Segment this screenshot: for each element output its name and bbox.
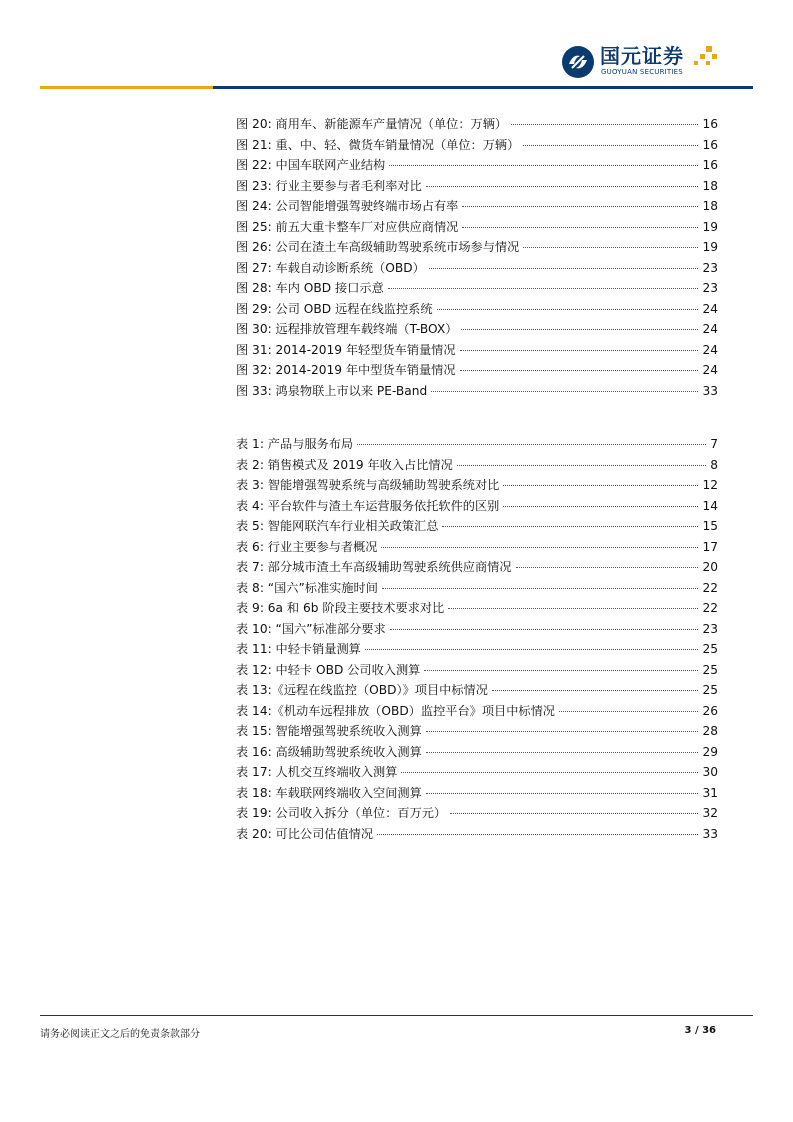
table-entry-page: 7 xyxy=(710,437,718,451)
dot-leader xyxy=(357,444,706,445)
dot-leader xyxy=(523,145,698,146)
table-entry-page: 25 xyxy=(702,642,718,656)
figure-entry[interactable] xyxy=(236,135,718,156)
table-entry-page: 15 xyxy=(702,519,718,533)
dot-leader xyxy=(401,772,698,773)
figure-entry[interactable] xyxy=(236,237,718,258)
figure-entry-label: 图 29: 公司 OBD 远程在线监控系统 xyxy=(236,301,433,316)
dot-leader xyxy=(426,793,699,794)
dot-leader xyxy=(559,711,699,712)
figure-entry[interactable] xyxy=(236,340,718,361)
dot-leader xyxy=(365,649,699,650)
figure-entry-page: 24 xyxy=(702,322,718,336)
table-entry[interactable] xyxy=(236,783,718,804)
table-entry-page: 29 xyxy=(702,744,718,759)
dot-leader xyxy=(382,588,699,589)
dot-leader xyxy=(424,670,698,671)
figure-entry[interactable] xyxy=(236,155,718,176)
table-entry-label: 表 11: 中轻卡销量测算 xyxy=(236,642,361,656)
table-entry-label: 表 13:《远程在线监控（OBD）》项目中标情况 xyxy=(236,683,488,697)
figure-entry-label: 图 24: 公司智能增强驾驶终端市场占有率 xyxy=(236,199,459,213)
figure-entry-label: 图 21: 重、中、轻、微货车销量情况（单位：万辆） xyxy=(236,137,520,152)
figure-entry-label: 图 27: 车载自动诊断系统（OBD） xyxy=(236,260,425,275)
figure-entry-page: 18 xyxy=(702,199,718,213)
dot-leader xyxy=(503,506,698,507)
figure-entry-page: 16 xyxy=(702,137,718,152)
figure-entry-label: 图 32: 2014-2019 年中型货车销量情况 xyxy=(236,363,456,377)
table-entry[interactable] xyxy=(236,455,718,476)
dot-leader xyxy=(460,370,699,371)
figure-entry[interactable] xyxy=(236,299,718,320)
figure-index xyxy=(236,114,718,401)
dot-leader xyxy=(462,227,698,228)
figure-entry[interactable] xyxy=(236,360,718,381)
figure-entry[interactable] xyxy=(236,278,718,299)
figure-entry[interactable] xyxy=(236,381,718,402)
table-entry[interactable] xyxy=(236,537,718,558)
figure-entry-page: 24 xyxy=(702,301,718,316)
table-entry-page: 32 xyxy=(702,806,718,820)
figure-entry[interactable] xyxy=(236,114,718,135)
figure-entry[interactable] xyxy=(236,319,718,340)
figure-entry-page: 23 xyxy=(702,281,718,295)
dot-leader xyxy=(492,690,699,691)
footer-rule xyxy=(40,1015,753,1016)
table-entry[interactable] xyxy=(236,824,718,845)
dot-leader xyxy=(462,206,698,207)
table-entry-page: 31 xyxy=(702,785,718,800)
dot-leader xyxy=(381,547,698,548)
figure-entry-page: 19 xyxy=(702,219,718,234)
figure-entry-page: 33 xyxy=(702,383,718,398)
figure-entry-page: 16 xyxy=(702,117,718,131)
figure-entry-label: 图 31: 2014-2019 年轻型货车销量情况 xyxy=(236,342,456,357)
figure-entry-page: 19 xyxy=(702,240,718,254)
figure-entry-label: 图 20: 商用车、新能源车产量情况（单位：万辆） xyxy=(236,117,508,131)
header-rule-blue xyxy=(213,86,753,89)
figure-entry-label: 图 26: 公司在渣土车高级辅助驾驶系统市场参与情况 xyxy=(236,240,520,254)
dot-leader xyxy=(461,329,698,330)
table-entry[interactable] xyxy=(236,557,718,578)
table-entry[interactable] xyxy=(236,803,718,824)
table-entry[interactable] xyxy=(236,598,718,619)
table-entry-page: 22 xyxy=(702,580,718,595)
footer-disclaimer: 请务必阅读正文之后的免责条款部分 xyxy=(40,1029,200,1040)
figure-entry[interactable] xyxy=(236,176,718,197)
dot-leader xyxy=(377,834,698,835)
table-entry-page: 14 xyxy=(702,498,718,513)
table-entry-label: 表 18: 车载联网终端收入空间测算 xyxy=(236,785,422,800)
table-entry[interactable] xyxy=(236,721,718,742)
dot-leader xyxy=(442,526,698,527)
logo-english-name: GUOYUAN SECURITIES xyxy=(601,68,683,76)
table-entry-label: 表 6: 行业主要参与者概况 xyxy=(236,539,378,554)
figure-entry-label: 图 30: 远程排放管理车载终端（T-BOX） xyxy=(236,322,458,336)
table-entry[interactable] xyxy=(236,496,718,517)
dot-leader xyxy=(429,268,699,269)
table-entry[interactable] xyxy=(236,639,718,660)
figure-entry-page: 16 xyxy=(702,158,718,172)
table-entry[interactable] xyxy=(236,434,718,455)
table-entry-page: 12 xyxy=(702,478,718,492)
table-entry-page: 30 xyxy=(702,765,718,779)
table-entry-label: 表 16: 高级辅助驾驶系统收入测算 xyxy=(236,744,422,759)
company-logo xyxy=(560,44,750,80)
figure-entry[interactable] xyxy=(236,196,718,217)
dot-leader xyxy=(426,731,699,732)
figure-entry-label: 图 33: 鸿泉物联上市以来 PE-Band xyxy=(236,383,428,398)
table-entry-label: 表 20: 可比公司估值情况 xyxy=(236,826,374,841)
dot-leader xyxy=(426,752,699,753)
table-entry-label: 表 7: 部分城市渣土车高级辅助驾驶系统供应商情况 xyxy=(236,560,512,574)
figure-entry-page: 24 xyxy=(702,363,718,377)
figure-entry-label: 图 25: 前五大重卡整车厂对应供应商情况 xyxy=(236,219,459,234)
dot-leader xyxy=(390,629,699,630)
table-entry-page: 25 xyxy=(702,662,718,677)
dot-leader xyxy=(460,350,699,351)
table-entry[interactable] xyxy=(236,475,718,496)
dot-leader xyxy=(437,309,699,310)
figure-entry-page: 18 xyxy=(702,178,718,193)
table-entry-label: 表 14:《机动车远程排放（OBD）监控平台》项目中标情况 xyxy=(236,703,555,718)
header-rule-gold xyxy=(40,86,213,89)
logo-dots-icon xyxy=(692,44,720,72)
table-entry[interactable] xyxy=(236,762,718,783)
table-entry-page: 8 xyxy=(710,457,718,472)
table-entry-page: 26 xyxy=(702,703,718,718)
dot-leader xyxy=(426,186,699,187)
figure-entry[interactable] xyxy=(236,217,718,238)
table-entry[interactable] xyxy=(236,619,718,640)
table-entry[interactable] xyxy=(236,660,718,681)
table-entry-label: 表 3: 智能增强驾驶系统与高级辅助驾驶系统对比 xyxy=(236,478,500,492)
table-entry[interactable] xyxy=(236,516,718,537)
table-entry-label: 表 17: 人机交互终端收入测算 xyxy=(236,765,398,779)
dot-leader xyxy=(523,247,698,248)
table-entry-page: 20 xyxy=(702,560,718,574)
dot-leader xyxy=(511,124,698,125)
table-entry-page: 28 xyxy=(702,724,718,738)
table-entry[interactable] xyxy=(236,742,718,763)
dot-leader xyxy=(431,391,698,392)
dot-leader xyxy=(516,567,699,568)
figure-entry-label: 图 28: 车内 OBD 接口示意 xyxy=(236,281,384,295)
table-entry-label: 表 5: 智能网联汽车行业相关政策汇总 xyxy=(236,519,439,533)
figure-entry[interactable] xyxy=(236,258,718,279)
dot-leader xyxy=(503,485,698,486)
table-entry-label: 表 15: 智能增强驾驶系统收入测算 xyxy=(236,724,422,738)
table-entry-page: 22 xyxy=(702,601,718,615)
dot-leader xyxy=(457,465,706,466)
table-entry-label: 表 1: 产品与服务布局 xyxy=(236,437,354,451)
table-entry[interactable] xyxy=(236,701,718,722)
table-entry-page: 33 xyxy=(702,826,718,841)
table-entry-page: 25 xyxy=(702,683,718,697)
table-entry-label: 表 2: 销售模式及 2019 年收入占比情况 xyxy=(236,457,453,472)
table-entry-page: 23 xyxy=(702,621,718,636)
dot-leader xyxy=(389,165,698,166)
figure-entry-label: 图 22: 中国车联网产业结构 xyxy=(236,158,386,172)
footer-page-number: 3 / 36 xyxy=(684,1025,716,1036)
table-entry-label: 表 19: 公司收入拆分（单位：百万元） xyxy=(236,806,447,820)
table-entry[interactable] xyxy=(236,680,718,701)
table-entry-label: 表 4: 平台软件与渣土车运营服务依托软件的区别 xyxy=(236,498,500,513)
dot-leader xyxy=(450,813,698,814)
table-entry[interactable] xyxy=(236,578,718,599)
table-entry-label: 表 12: 中轻卡 OBD 公司收入测算 xyxy=(236,662,421,677)
table-index xyxy=(236,434,718,844)
figure-entry-page: 24 xyxy=(702,342,718,357)
table-entry-label: 表 9: 6a 和 6b 阶段主要技术要求对比 xyxy=(236,601,445,615)
logo-emblem-icon xyxy=(560,44,596,80)
dot-leader xyxy=(448,608,698,609)
table-entry-label: 表 8: “国六”标准实施时间 xyxy=(236,580,378,595)
dot-leader xyxy=(388,288,699,289)
table-entry-page: 17 xyxy=(702,539,718,554)
figure-entry-page: 23 xyxy=(702,260,718,275)
figure-entry-label: 图 23: 行业主要参与者毛利率对比 xyxy=(236,178,422,193)
logo-chinese-name: 国元证券 xyxy=(600,44,684,68)
table-entry-label: 表 10: “国六”标准部分要求 xyxy=(236,621,386,636)
